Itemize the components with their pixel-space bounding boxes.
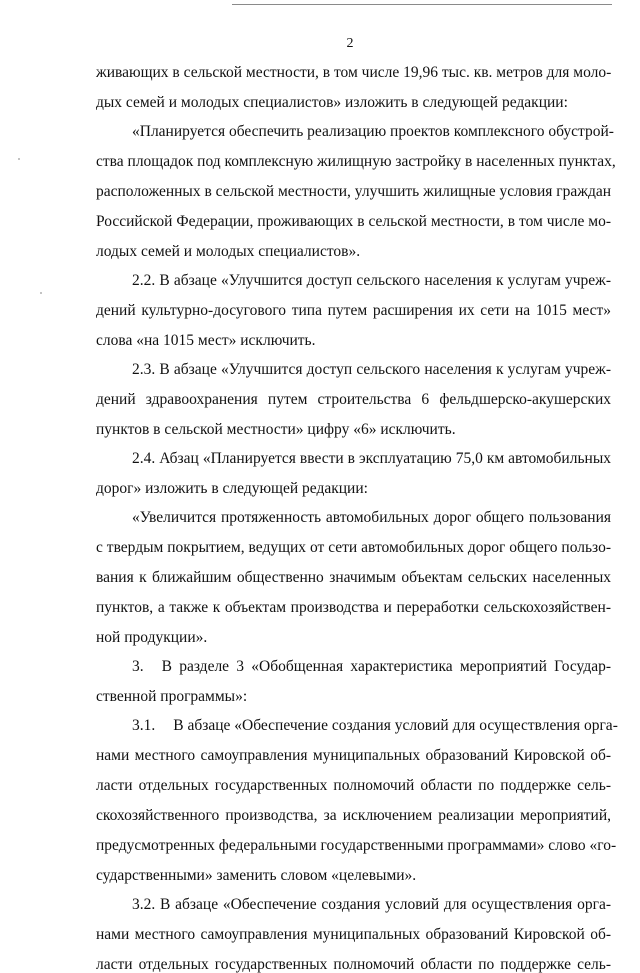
item-text: В абзаце «Обеспечение создания условий для осуществления орга- [173,717,618,734]
text-line: пунктов в сельской местности» цифру «6» исключить. [96,421,456,438]
text-line: 2.3. В абзаце «Улучшится доступ сельского населения к услугам учреж- [132,361,611,378]
text-line: Российской Федерации, проживающих в сельской местности, в том числе мо- [96,213,611,230]
text-line: дых семей и молодых специалистов» изложить в следующей редакции: [96,94,568,111]
scan-speck [40,292,42,294]
text-line: слова «на 1015 мест» исключить. [96,332,316,349]
top-rule [232,4,612,5]
text-line: «Увеличится протяженность автомобильных дорог общего пользования [132,509,611,526]
text-line: 2.2. В абзаце «Улучшится доступ сельского населения к услугам учреж- [132,272,611,289]
text-line: дений культурно-досугового типа путем расширения их сети на 1015 мест» [96,302,611,319]
text-line: пунктов, а также к объектам производства и переработки сельскохозяйствен- [96,599,611,616]
item-line [132,717,618,734]
text-line: лодых семей и молодых специалистов». [96,243,361,260]
text-line: нами местного самоуправления муниципальных образований Кировской об- [96,926,611,943]
text-line: 2.4. Абзац «Планируется ввести в эксплуатацию 75,0 км автомобильных [132,450,611,467]
text-line: скохозяйственного производства, за исключением реализации мероприятий, [96,807,611,824]
section-number: 3. [132,658,144,675]
text-line: сударственными» заменить словом «целевыми». [96,867,417,884]
text-line: 3.2. В абзаце «Обеспечение создания условий для осуществления орга- [132,896,611,913]
page-number: 2 [346,36,354,51]
text-line: предусмотренных федеральными государственными программами» слово «го- [96,837,617,854]
text-line: вания к ближайшим общественно значимым объектам сельских населенных [96,569,611,586]
section-heading-text: В разделе 3 «Обобщенная характеристика мероприятий Государ- [161,658,611,675]
text-line: расположенных в сельской местности, улучшить жилищные условия граждан [96,183,612,200]
text-line: нами местного самоуправления муниципальных образований Кировской об- [96,747,611,764]
item-number: 3.1. [132,717,156,734]
text-line: с твердым покрытием, ведущих от сети автомобильных дорог общего пользо- [96,539,611,556]
text-line: ной продукции». [96,629,208,646]
section-heading-line [132,659,611,675]
scan-speck [18,158,20,160]
text-line: ственной программы»: [96,688,248,705]
text-line: живающих в сельской местности, в том числе 19,96 тыс. кв. метров для моло- [96,64,612,81]
text-line: ласти отдельных государственных полномочий области по поддержке сель- [96,777,611,794]
text-line: дорог» изложить в следующей редакции: [96,480,368,497]
text-line: дений здравоохранения путем строительства 6 фельдшерско-акушерских [96,391,611,408]
text-line: ства площадок под комплексную жилищную застройку в населенных пунктах, [96,153,616,170]
text-line: «Планируется обеспечить реализацию проектов комплексного обустрой- [132,123,614,140]
text-line: ласти отдельных государственных полномочий области по поддержке сель- [96,956,611,973]
